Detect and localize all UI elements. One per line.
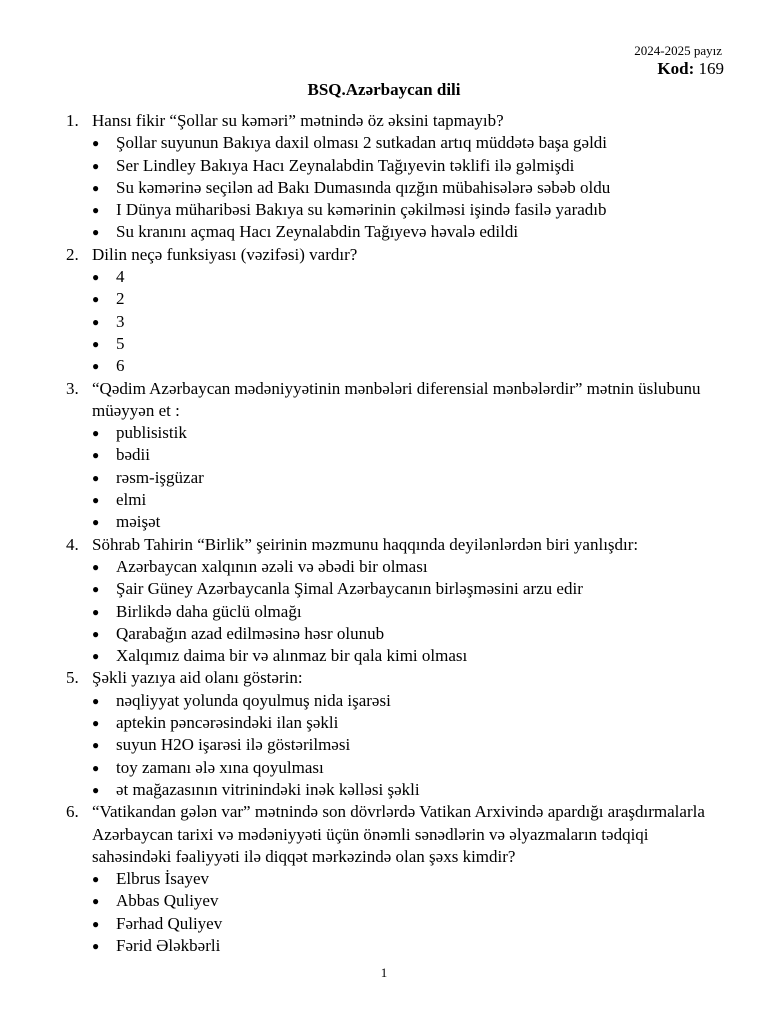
question-number: 1. bbox=[66, 111, 79, 130]
answer-option bbox=[92, 489, 728, 511]
bullet-icon: ● bbox=[92, 314, 100, 329]
answer-option-text: 6 bbox=[116, 356, 125, 376]
answer-option bbox=[92, 422, 728, 444]
answer-option-text: bədii bbox=[116, 445, 150, 465]
bullet-icon: ● bbox=[92, 693, 100, 708]
answer-option bbox=[92, 890, 728, 912]
answer-option bbox=[92, 868, 728, 890]
bullet-icon: ● bbox=[92, 782, 100, 797]
page-title: BSQ.Azərbaycan dili bbox=[307, 80, 461, 99]
answer-option bbox=[92, 511, 728, 533]
answer-option-text: rəsm-işgüzar bbox=[116, 467, 204, 487]
answer-option bbox=[92, 177, 728, 199]
semester-label: 2024-2025 payız bbox=[634, 43, 722, 58]
bullet-icon: ● bbox=[92, 515, 100, 530]
answer-option bbox=[92, 355, 728, 377]
answer-option-text: ət mağazasının vitrinindəki inək kəlləsi şəkli bbox=[116, 779, 420, 799]
question-item bbox=[66, 110, 728, 244]
bullet-icon: ● bbox=[92, 872, 100, 887]
answer-option-text: toy zamanı ələ xına qoyulması bbox=[116, 757, 324, 777]
answer-option bbox=[92, 779, 728, 801]
answer-option-text: 3 bbox=[116, 311, 125, 331]
question-item bbox=[66, 667, 728, 801]
answer-option bbox=[92, 199, 728, 221]
question-number: 2. bbox=[66, 244, 79, 264]
bullet-icon: ● bbox=[92, 359, 100, 374]
bullet-icon: ● bbox=[92, 136, 100, 151]
answer-options bbox=[92, 690, 728, 801]
answer-option-text: Fərid Ələkbərli bbox=[116, 935, 221, 955]
bullet-icon: ● bbox=[92, 626, 100, 641]
bullet-icon: ● bbox=[92, 225, 100, 240]
question-number: 5. bbox=[66, 668, 79, 688]
code-value: 169 bbox=[698, 59, 724, 78]
question-item bbox=[66, 378, 728, 534]
answer-option bbox=[92, 623, 728, 645]
answer-option bbox=[92, 556, 728, 578]
page-number: 1 bbox=[380, 965, 388, 980]
answer-option-text: məişət bbox=[116, 512, 161, 532]
question-text: “Qədim Azərbaycan mədəniyyətinin mənbələri diferensial mənbələrdir” mətnin üslubunu müəyyən et : bbox=[92, 378, 701, 420]
bullet-icon: ● bbox=[92, 559, 100, 574]
answer-option-text: 4 bbox=[116, 267, 125, 287]
answer-option-text: suyun H2O işarəsi ilə göstərilməsi bbox=[116, 735, 351, 755]
answer-option bbox=[92, 288, 728, 310]
question-item bbox=[66, 534, 728, 668]
bullet-icon: ● bbox=[92, 180, 100, 195]
answer-option-text: Elbrus İsayev bbox=[116, 869, 210, 889]
question-number: 6. bbox=[66, 802, 79, 822]
answer-option-text: Azərbaycan xalqının əzəli və əbədi bir olması bbox=[116, 556, 428, 576]
bullet-icon: ● bbox=[92, 649, 100, 664]
answer-option-text: publisistik bbox=[116, 423, 187, 443]
answer-options bbox=[92, 556, 728, 667]
answer-option bbox=[92, 155, 728, 177]
answer-option bbox=[92, 757, 728, 779]
answer-option-text: Fərhad Quliyev bbox=[116, 913, 223, 933]
answer-option-text: Birlikdə daha güclü olmağı bbox=[116, 601, 302, 621]
bullet-icon: ● bbox=[92, 894, 100, 909]
answer-options bbox=[92, 422, 728, 533]
answer-option bbox=[92, 578, 728, 600]
answer-option-text: 2 bbox=[116, 289, 125, 309]
answer-option-text: Qarabağın azad edilməsinə həsr olunub bbox=[116, 623, 385, 643]
question-text: Söhrab Tahirin “Birlik” şeirinin məzmunu haqqında deyilənlərdən biri yanlışdır: bbox=[92, 534, 639, 554]
answer-option bbox=[92, 601, 728, 623]
answer-options bbox=[92, 868, 728, 957]
answer-options bbox=[92, 266, 728, 377]
question-text: Dilin neçə funksiyası (vəzifəsi) vardır? bbox=[92, 244, 358, 264]
test-code bbox=[657, 59, 724, 79]
bullet-icon: ● bbox=[92, 336, 100, 351]
bullet-icon: ● bbox=[92, 738, 100, 753]
bullet-icon: ● bbox=[92, 716, 100, 731]
answer-option-text: aptekin pəncərəsindəki ilan şəkli bbox=[116, 713, 339, 733]
answer-option-text: 5 bbox=[116, 333, 125, 353]
bullet-icon: ● bbox=[92, 916, 100, 931]
answer-option-text: Şair Güney Azərbaycanla Şimal Azərbaycanın birləşməsini arzu edir bbox=[116, 579, 583, 599]
answer-option-text: Xalqımız daima bir və alınmaz bir qala kimi olması bbox=[116, 646, 468, 666]
question-text: “Vatikandan gələn var” mətnində son dövrlərdə Vatikan Arxivində apardığı araşdırmalarla Azərbaycan tarixi və mədəniyyəti üçün önəmli sənədlərin və əlyazmaların tədqiqi sahəsindəki fəaliyyəti ilə diqqət mərkəzində olan şəxs kimdir? bbox=[92, 802, 705, 866]
answer-option-text: Şollar suyunun Bakıya daxil olması 2 sutkadan artıq müddətə başa gəldi bbox=[116, 133, 608, 153]
bullet-icon: ● bbox=[92, 938, 100, 953]
answer-option bbox=[92, 311, 728, 333]
bullet-icon: ● bbox=[92, 158, 100, 173]
bullet-icon: ● bbox=[92, 604, 100, 619]
bullet-icon: ● bbox=[92, 582, 100, 597]
answer-option bbox=[92, 712, 728, 734]
bullet-icon: ● bbox=[92, 203, 100, 218]
bullet-icon: ● bbox=[92, 470, 100, 485]
bullet-icon: ● bbox=[92, 760, 100, 775]
answer-option-text: Ser Lindley Bakıya Hacı Zeynalabdin Tağıyevin təklifi ilə gəlmişdi bbox=[116, 155, 575, 175]
answer-options bbox=[92, 132, 728, 243]
answer-option-text: I Dünya müharibəsi Bakıya su kəmərinin çəkilməsi işində fasilə yaradıb bbox=[116, 200, 607, 220]
answer-option-text: Abbas Quliyev bbox=[116, 891, 219, 911]
answer-option bbox=[92, 690, 728, 712]
question-item bbox=[66, 801, 728, 957]
question-text: Şəkli yazıya aid olanı göstərin: bbox=[92, 668, 303, 688]
code-label: Kod: bbox=[657, 59, 695, 78]
bullet-icon: ● bbox=[92, 426, 100, 441]
answer-option-text: Su kranını açmaq Hacı Zeynalabdin Tağıyevə həvalə edildi bbox=[116, 222, 519, 242]
bullet-icon: ● bbox=[92, 270, 100, 285]
answer-option bbox=[92, 444, 728, 466]
answer-option bbox=[92, 132, 728, 154]
answer-option bbox=[92, 333, 728, 355]
answer-option bbox=[92, 913, 728, 935]
question-number: 4. bbox=[66, 534, 79, 554]
answer-option bbox=[92, 266, 728, 288]
answer-option bbox=[92, 645, 728, 667]
question-text: Hansı fikir “Şollar su kəməri” mətnində öz əksini tapmayıb? bbox=[92, 111, 504, 130]
answer-option-text: nəqliyyat yolunda qoyulmuş nida işarəsi bbox=[116, 690, 391, 710]
answer-option-text: elmi bbox=[116, 490, 147, 510]
question-list bbox=[66, 110, 728, 957]
answer-option bbox=[92, 935, 728, 957]
answer-option bbox=[92, 467, 728, 489]
answer-option-text: Su kəmərinə seçilən ad Bakı Dumasında qızğın mübahisələrə səbəb oldu bbox=[116, 177, 611, 197]
question-number: 3. bbox=[66, 378, 79, 398]
bullet-icon: ● bbox=[92, 448, 100, 463]
bullet-icon: ● bbox=[92, 493, 100, 508]
bullet-icon: ● bbox=[92, 292, 100, 307]
question-item bbox=[66, 244, 728, 378]
answer-option bbox=[92, 734, 728, 756]
answer-option bbox=[92, 221, 728, 243]
